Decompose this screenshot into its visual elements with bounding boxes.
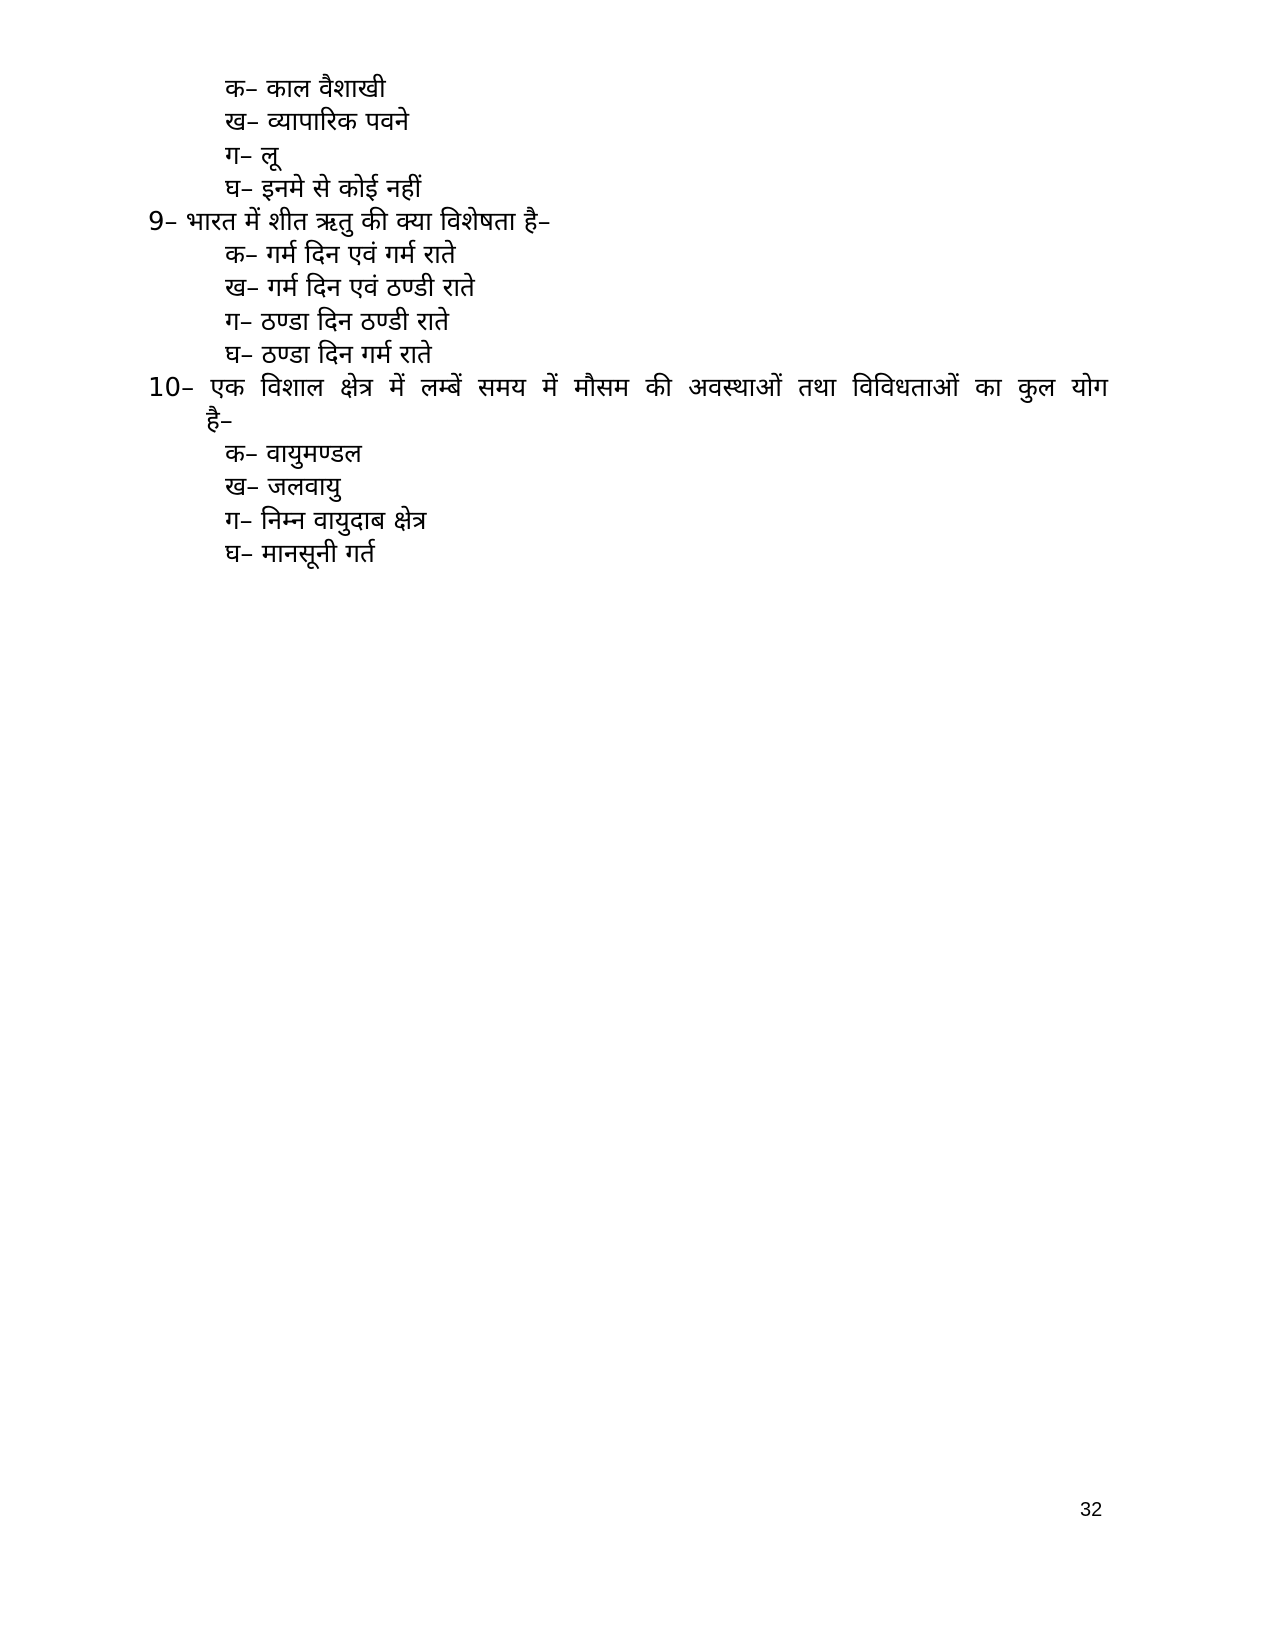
q10-option-ka: क– वायुमण्डल (225, 439, 362, 469)
question-9-text: 9– भारत में शीत ऋतु की क्या विशेषता है– (148, 207, 551, 237)
q9-option-kha: ख– गर्म दिन एवं ठण्डी राते (225, 273, 475, 303)
page-number: 32 (1080, 1499, 1103, 1521)
q10-option-gha: घ– मानसूनी गर्त (225, 539, 375, 569)
question-10-text-line2: है– (206, 406, 233, 436)
q8-option-ka: क– काल वैशाखी (225, 74, 386, 104)
q9-option-gha: घ– ठण्डा दिन गर्म राते (225, 340, 432, 370)
q9-option-ka: क– गर्म दिन एवं गर्म राते (225, 240, 456, 270)
q8-option-ga: ग– लू (225, 141, 279, 171)
question-10-text-line1: 10– एक विशाल क्षेत्र में लम्बें समय में मौसम की अवस्थाओं तथा विविधताओं का कुल योग (148, 373, 1108, 403)
q8-option-kha: ख– व्यापारिक पवने (225, 107, 409, 137)
q9-option-ga: ग– ठण्डा दिन ठण्डी राते (225, 307, 450, 337)
q8-option-gha: घ– इनमे से कोई नहीं (225, 174, 422, 204)
q10-option-kha: ख– जलवायु (225, 472, 341, 502)
q10-option-ga: ग– निम्न वायुदाब क्षेत्र (225, 506, 427, 536)
